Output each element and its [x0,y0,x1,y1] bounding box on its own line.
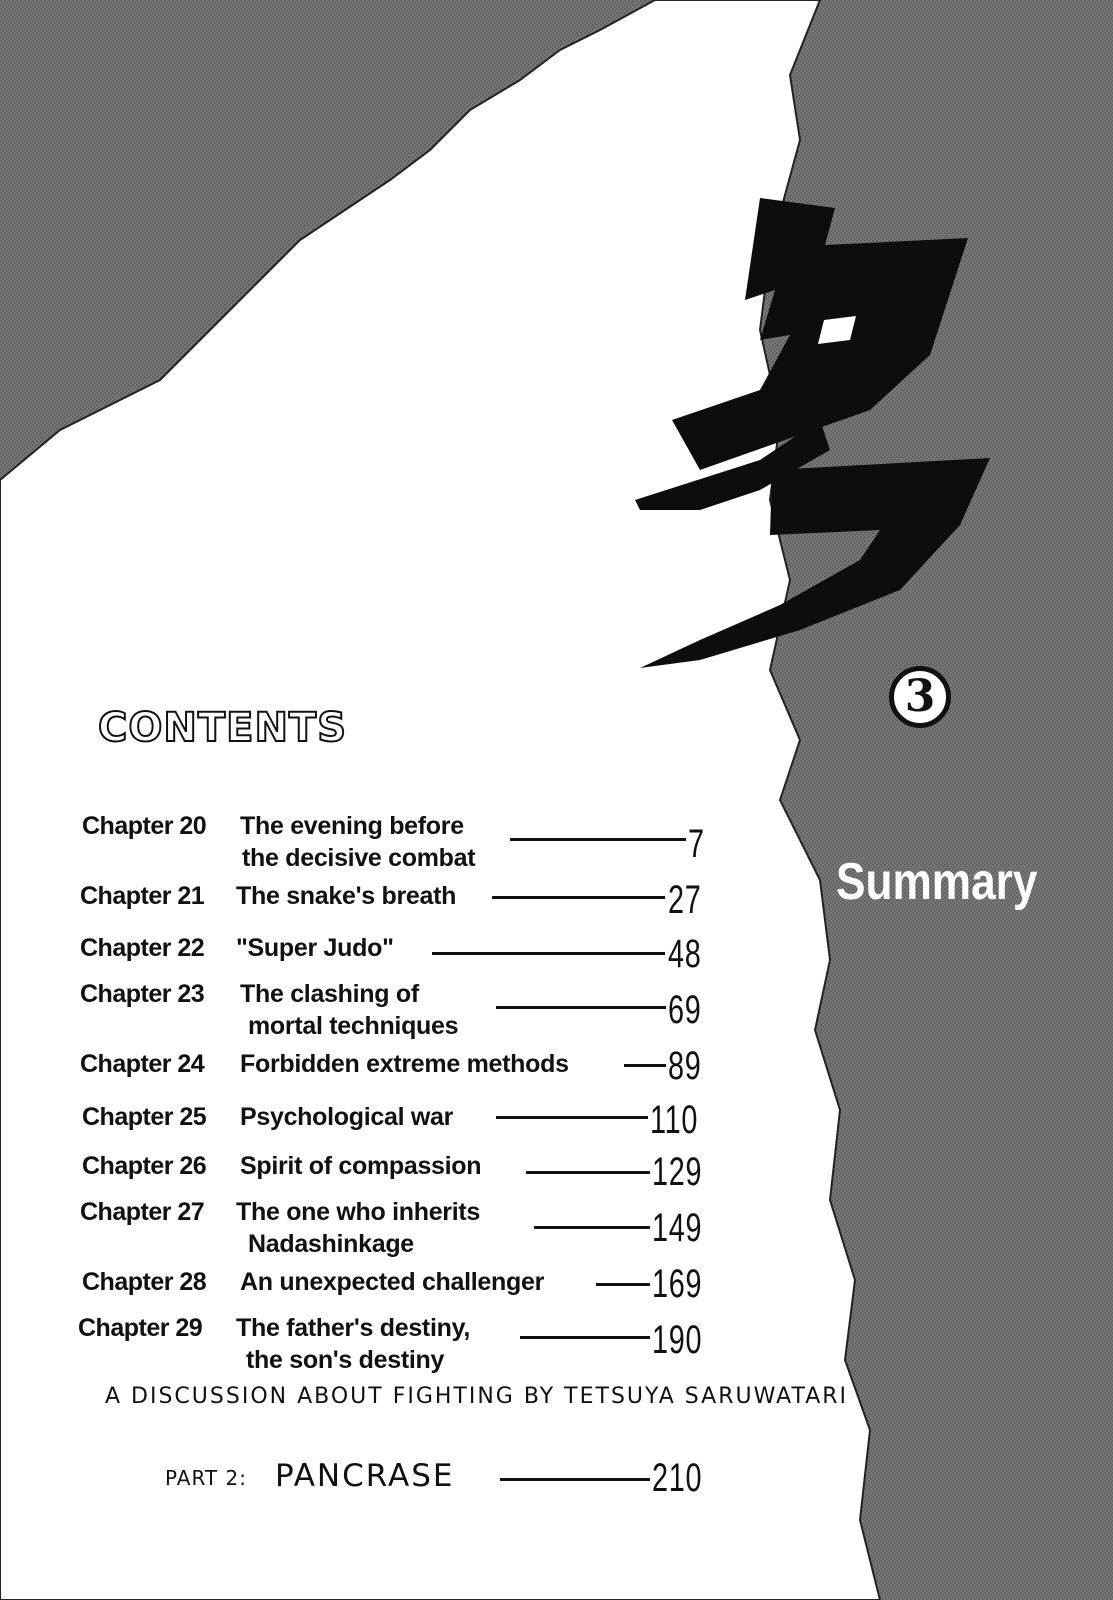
chapter-number: Chapter 21 [80,882,205,910]
page-number: 169 [652,1262,703,1306]
chapter-title-continued: the decisive combat [242,844,476,872]
chapter-number: Chapter 23 [80,980,205,1008]
part-label: PART 2: [165,1466,247,1490]
chapter-title: Forbidden extreme methods [240,1050,569,1078]
page-number: 210 [652,1456,703,1500]
page-number: 129 [652,1150,703,1194]
contents-heading: CONTENTS [98,705,348,751]
volume-number-badge: 3 [889,666,951,728]
chapter-number: Chapter 20 [82,812,207,840]
chapter-number: Chapter 27 [80,1198,205,1226]
chapter-title: The father's destiny, [236,1314,470,1342]
leader-line [492,896,665,899]
leader-line [432,952,665,955]
leader-line [510,838,686,841]
chapter-title: "Super Judo" [236,934,394,962]
leader-line [500,1478,650,1481]
chapter-number: Chapter 28 [82,1268,207,1296]
page-number: 7 [688,822,705,866]
chapter-title: The clashing of [240,980,419,1008]
page-number: 110 [650,1098,699,1142]
chapter-title: An unexpected challenger [240,1268,544,1296]
leader-line [596,1283,650,1286]
chapter-title: The snake's breath [236,882,457,910]
part-title: PANCRASE [275,1458,455,1494]
leader-line [496,1006,666,1009]
page-number: 89 [668,1044,702,1088]
page-number: 190 [652,1318,703,1362]
page-number: 149 [652,1206,703,1250]
leader-line [496,1116,648,1119]
chapter-number: Chapter 29 [78,1314,203,1342]
page-number: 27 [668,878,702,922]
chapter-title: The evening before [240,812,464,840]
leader-line [534,1226,650,1229]
page-number: 48 [668,932,702,976]
chapter-title: Psychological war [240,1103,454,1131]
leader-line [624,1064,666,1067]
chapter-title-continued: the son's destiny [246,1346,445,1374]
chapter-number: Chapter 22 [80,934,205,962]
leader-line [520,1336,650,1339]
chapter-title-continued: Nadashinkage [248,1230,414,1258]
chapter-title: The one who inherits [236,1198,481,1226]
chapter-number: Chapter 25 [82,1103,207,1131]
chapter-title-continued: mortal techniques [248,1012,459,1040]
leader-line [526,1171,650,1174]
discussion-heading: A DISCUSSION ABOUT FIGHTING BY TETSUYA SARUWATARI [105,1384,849,1409]
chapter-number: Chapter 24 [80,1050,205,1078]
chapter-number: Chapter 26 [82,1152,207,1180]
summary-label: Summary [836,853,1038,911]
page-number: 69 [668,988,702,1032]
chapter-title: Spirit of compassion [240,1152,482,1180]
